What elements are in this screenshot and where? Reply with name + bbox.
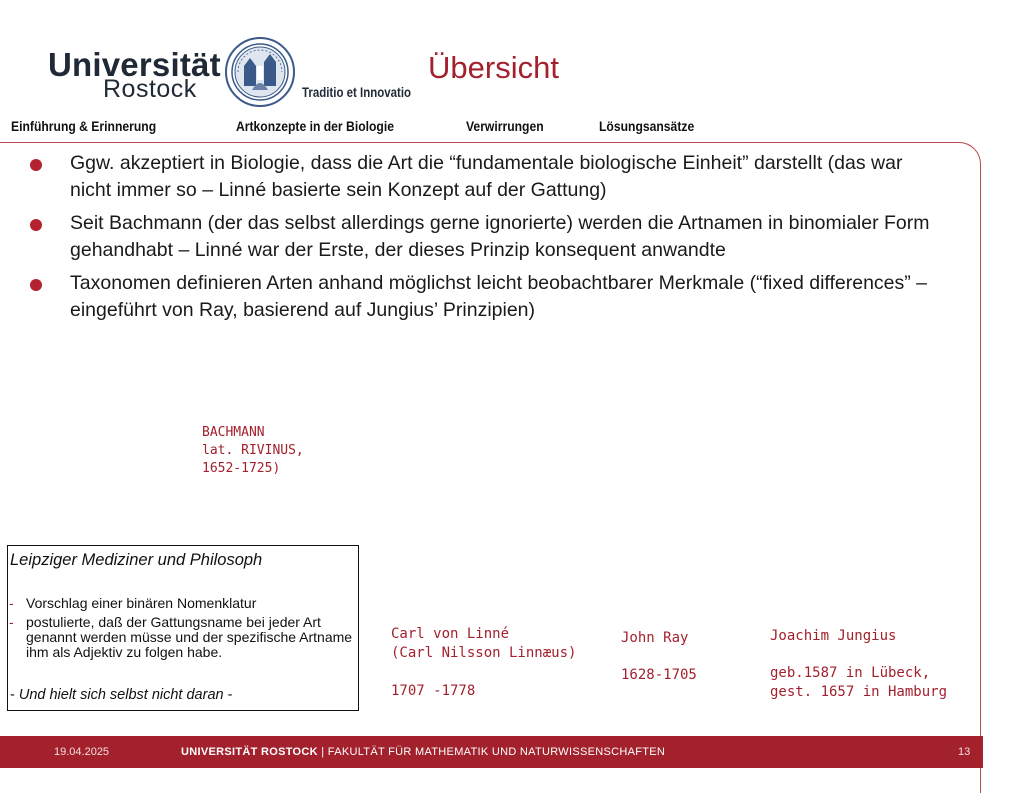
bachmann-name: BACHMANN — [202, 425, 265, 440]
university-logo — [48, 36, 418, 108]
info-dash: - — [9, 614, 14, 630]
caption-linne — [391, 625, 576, 701]
info-box-item-text: Vorschlag einer binären Nomenklatur — [26, 595, 257, 611]
footer-separator: | — [317, 746, 328, 758]
jungius-born: geb.1587 in Lübeck, — [770, 665, 931, 681]
bullet-text: Ggw. akzeptiert in Biologie, dass die Art die “fundamentale biologische Einheit” darstellt (das war nicht immer so – Linné basierte sein Konzept auf der Gattung) — [70, 152, 903, 201]
logo-university-text: Universität — [48, 46, 221, 83]
info-box-list — [8, 596, 360, 664]
bullet-dot-icon — [30, 159, 42, 171]
jungius-name: Joachim Jungius — [770, 628, 897, 644]
info-box-item-text: postulierte, daß der Gattungsname bei jeder Art genannt werden müsse und der spezifische Artname ihm als Adjektiv zu folgen habe. — [26, 614, 353, 660]
footer-faculty: FAKULTÄT FÜR MATHEMATIK UND NATURWISSENSCHAFTEN — [327, 746, 666, 758]
jungius-died: gest. 1657 in Hamburg — [770, 684, 948, 700]
info-box-title: Leipziger Mediziner und Philosoph — [10, 551, 263, 569]
bullet-dot-icon — [30, 219, 42, 231]
bullet-dot-icon — [30, 279, 42, 291]
university-seal-icon — [224, 36, 296, 108]
info-box-item — [8, 596, 360, 611]
bachmann-latin: lat. RIVINUS, — [202, 443, 304, 458]
ray-years: 1628-1705 — [621, 667, 697, 683]
info-dash: - — [9, 595, 14, 611]
slide-title: Übersicht — [428, 50, 559, 85]
info-box — [7, 545, 359, 711]
bullet-text: Taxonomen definieren Arten anhand möglichst leicht beobachtbarer Merkmale (“fixed differences” – eingeführt von Ray, basierend auf Jungius’ Prinzipien) — [70, 272, 928, 321]
info-box-closing — [10, 687, 232, 703]
caption-ray — [621, 629, 697, 685]
nav-item-loesungsansaetze[interactable]: Lösungsansätze — [599, 119, 695, 134]
linne-name: Carl von Linné — [391, 626, 510, 642]
bullet-item — [30, 150, 930, 204]
logo-motto: Traditio et Innovatio — [302, 84, 412, 100]
nav-item-artkonzepte[interactable]: Artkonzepte in der Biologie — [236, 119, 394, 134]
bullet-item — [30, 210, 930, 264]
bullet-text: Seit Bachmann (der das selbst allerdings gerne ignorierte) werden die Artnamen in binomialer Form gehandhabt – Linné war der Erste, der dieses Prinzip konsequent anwandte — [70, 212, 930, 261]
footer-bar — [0, 736, 983, 768]
footer-institution — [181, 746, 665, 758]
closing-suffix: - — [223, 687, 233, 703]
nav-item-einfuehrung[interactable]: Einführung & Erinnerung — [11, 119, 157, 134]
bachmann-years: 1652-1725) — [202, 461, 281, 476]
ray-name: John Ray — [621, 630, 689, 646]
logo-city-text: Rostock — [103, 75, 197, 103]
closing-text: Und hielt sich selbst nicht daran — [18, 687, 224, 703]
closing-prefix: - — [10, 687, 19, 703]
linne-years: 1707 -1778 — [391, 683, 476, 699]
bullet-list — [30, 150, 930, 330]
footer-university: UNIVERSITÄT ROSTOCK — [181, 746, 318, 758]
bullet-item — [30, 270, 930, 324]
footer-date: 19.04.2025 — [54, 746, 110, 758]
info-box-item — [8, 615, 360, 660]
nav-item-verwirrungen[interactable]: Verwirrungen — [466, 119, 544, 134]
caption-jungius — [770, 627, 947, 702]
page-number: 13 — [958, 746, 971, 758]
bachmann-caption — [202, 424, 304, 478]
linne-alias: (Carl Nilsson Linnæus) — [391, 645, 577, 661]
